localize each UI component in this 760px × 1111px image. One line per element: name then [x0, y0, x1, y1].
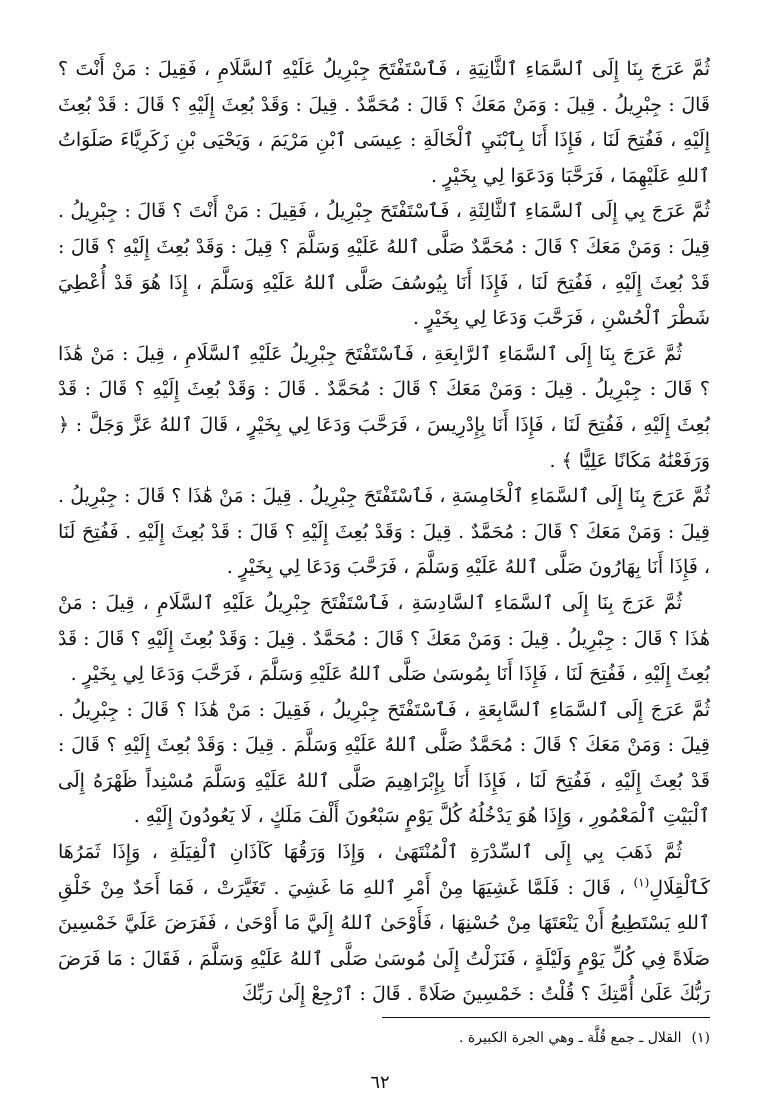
footnote-reference[interactable]: (١): [633, 875, 650, 890]
page-number: ٦٢: [370, 1072, 390, 1093]
paragraph-sixth-heaven: ثُمَّ عَرَجَ بِنَا إِلَى ٱلسَّمَاءِ ٱلسَّادِسَةِ ، فَٱسْتَفْتَحَ جِبْرِيلُ عَلَيْهِ ٱلسَّلَامِ ، قِيلَ : مَنْ هَٰذَا ؟ قَالَ : جِبْرِيلُ . قِيلَ : وَمَنْ مَعَكَ ؟ قَالَ : مُحَمَّدٌ . قِيلَ : وَقَدْ بُعِثَ إِلَيْهِ ؟ قَالَ : قَدْ بُعِثَ إِلَيْهِ ، فَفُتِحَ لَنَا ، فَإِذَا أَنَا بِمُوسَىٰ صَلَّى ٱللهُ عَلَيْهِ وَسَلَّمَ ، فَرَحَّبَ وَدَعَا لِي بِخَيْرٍ .: [58, 591, 710, 686]
footnote-text: القلال ـ جمع قُلَّة ـ وهي الجرة الكبيرة .: [459, 1030, 682, 1046]
paragraph-sidrat-al-muntaha: [58, 835, 710, 1013]
paragraph-text-after-ref: ، قَالَ : فَلَمَّا غَشِيَهَا مِنْ أَمْرِ ٱللهِ مَا غَشِيَ . تَغَيَّرَتْ ، فَمَا أَحَدٌ مِنْ خَلْقِ ٱللهِ يَسْتَطِيعُ أَنْ يَنْعَتَهَا مِنْ حُسْنِهَا ، فَأَوْحَىٰ ٱللهُ إِلَيَّ مَا أَوْحَىٰ ، فَفَرَضَ عَلَيَّ خَمْسِينَ صَلَاةً فِي كُلِّ يَوْمٍ وَلَيْلَةٍ ، فَنَزَلْتُ إِلَىٰ مُوسَىٰ صَلَّى ٱللهُ عَلَيْهِ وَسَلَّمَ ، فَقَالَ : مَا فَرَضَ رَبُّكَ عَلَىٰ أُمَّتِكَ ؟ قُلْتُ : خَمْسِينَ صَلَاةً . قَالَ : ٱرْجِعْ إِلَىٰ رَبِّكَ: [58, 876, 710, 1006]
body-text: [58, 52, 710, 1013]
paragraph-third-heaven: ثُمَّ عَرَجَ بِي إِلَى ٱلسَّمَاءِ ٱلثَّالِثَةِ ، فَٱسْتَفْتَحَ جِبْرِيلُ ، فَقِيلَ : مَنْ أَنْتَ ؟ قَالَ : جِبْرِيلُ . قِيلَ : وَمَنْ مَعَكَ ؟ قَالَ : مُحَمَّدٌ صَلَّى ٱللهُ عَلَيْهِ وَسَلَّمَ ؟ قِيلَ : وَقَدْ بُعِثَ إِلَيْهِ ؟ قَالَ : قَدْ بُعِثَ إِلَيْهِ ، فَفُتِحَ لَنَا ، فَإِذَا أَنَا بِيُوسُفَ صَلَّى ٱللهُ عَلَيْهِ وَسَلَّمَ ، إِذَا هُوَ قَدْ أُعْطِيَ شَطْرَ ٱلْحُسْنِ ، فَرَحَّبَ وَدَعَا لِي بِخَيْرٍ .: [58, 200, 710, 330]
paragraph-seventh-heaven: ثُمَّ عَرَجَ إِلَى ٱلسَّمَاءِ ٱلسَّابِعَةِ ، فَٱسْتَفْتَحَ جِبْرِيلُ ، فَقِيلَ : مَنْ هَٰذَا ؟ قَالَ : جِبْرِيلُ . قِيلَ : وَمَنْ مَعَكَ ؟ قَالَ : مُحَمَّدٌ صَلَّى ٱللهُ عَلَيْهِ وَسَلَّمَ . قِيلَ : وَقَدْ بُعِثَ إِلَيْهِ ؟ قَالَ : قَدْ بُعِثَ إِلَيْهِ ، فَفُتِحَ لَنَا ، فَإِذَا أَنَا بِإِبْرَاهِيمَ صَلَّى ٱللهُ عَلَيْهِ وَسَلَّمَ مُسْنِداً ظَهْرَهُ إِلَى ٱلْبَيْتِ ٱلْمَعْمُورِ ، وَإِذَا هُوَ يَدْخُلُهُ كُلَّ يَوْمٍ سَبْعُونَ أَلْفَ مَلَكٍ ، لَا يَعُودُونَ إِلَيْهِ .: [58, 698, 710, 828]
footnote-number: (١): [691, 1030, 710, 1046]
footnote-divider: [382, 1017, 710, 1018]
paragraph-fifth-heaven: ثُمَّ عَرَجَ بِنَا إِلَى ٱلسَّمَاءِ ٱلْخَامِسَةِ ، فَٱسْتَفْتَحَ جِبْرِيلُ . قِيلَ : مَنْ هَٰذَا ؟ قَالَ : جِبْرِيلُ . قِيلَ : وَمَنْ مَعَكَ ؟ قَالَ : مُحَمَّدٌ . قِيلَ : وَقَدْ بُعِثَ إِلَيْهِ ؟ قَالَ : قَدْ بُعِثَ إِلَيْهِ . فَفُتِحَ لَنَا ، فَإِذَا أَنَا بِهَارُونَ صَلَّى ٱللهُ عَلَيْهِ وَسَلَّمَ ، فَرَحَّبَ وَدَعَا لِي بِخَيْرٍ .: [58, 485, 710, 579]
paragraph-fourth-heaven: ثُمَّ عَرَجَ بِنَا إِلَى ٱلسَّمَاءِ ٱلرَّابِعَةِ ، فَٱسْتَفْتَحَ جِبْرِيلُ عَلَيْهِ ٱلسَّلَامِ ، قِيلَ : مَنْ هَٰذَا ؟ قَالَ : جِبْرِيلُ . قِيلَ : وَمَنْ مَعَكَ ؟ قَالَ : مُحَمَّدٌ . قَالَ : وَقَدْ بُعِثَ إِلَيْهِ ؟ قَالَ : قَدْ بُعِثَ إِلَيْهِ ، فَفُتِحَ لَنَا ، فَإِذَا أَنَا بِإِدْرِيسَ ، فَرَحَّبَ وَدَعَا لِي بِخَيْرٍ ، قَالَ ٱللهُ عَزَّ وَجَلَّ : ﴿ وَرَفَعْنَٰهُ مَكَانًا عَلِيًّا ﴾ .: [58, 342, 710, 472]
paragraph-second-heaven: ثُمَّ عَرَجَ بِنَا إِلَى ٱلسَّمَاءِ ٱلثَّانِيَةِ ، فَٱسْتَفْتَحَ جِبْرِيلُ عَلَيْهِ ٱلسَّلَامِ ، فَقِيلَ : مَنْ أَنْتَ ؟ قَالَ : جِبْرِيلُ . قِيلَ : وَمَنْ مَعَكَ ؟ قَالَ : مُحَمَّدٌ . قِيلَ : وَقَدْ بُعِثَ إِلَيْهِ ؟ قَالَ : قَدْ بُعِثَ إِلَيْهِ ، فَفُتِحَ لَنَا ، فَإِذَا أَنَا بِٱبْنَيِ ٱلْخَالَةِ : عِيسَى ٱبْنِ مَرْيَمَ ، وَيَحْيَى بْنِ زَكَرِيَّاءَ صَلَوَاتُ ٱللهِ عَلَيْهِمَا ، فَرَحَّبَا وَدَعَوَا لِي بِخَيْرٍ .: [58, 58, 710, 187]
footnote: [310, 1028, 710, 1048]
paragraph-text-before-ref: ثُمَّ ذَهَبَ بِي إِلَى ٱلسِّدْرَةِ ٱلْمُنْتَهَىٰ ، وَإِذَا وَرَقُهَا كَآذَانِ ٱلْفِيَلَةِ ، وَإِذَا ثَمَرُهَا كَٱلْقِلَالِ: [58, 841, 710, 899]
